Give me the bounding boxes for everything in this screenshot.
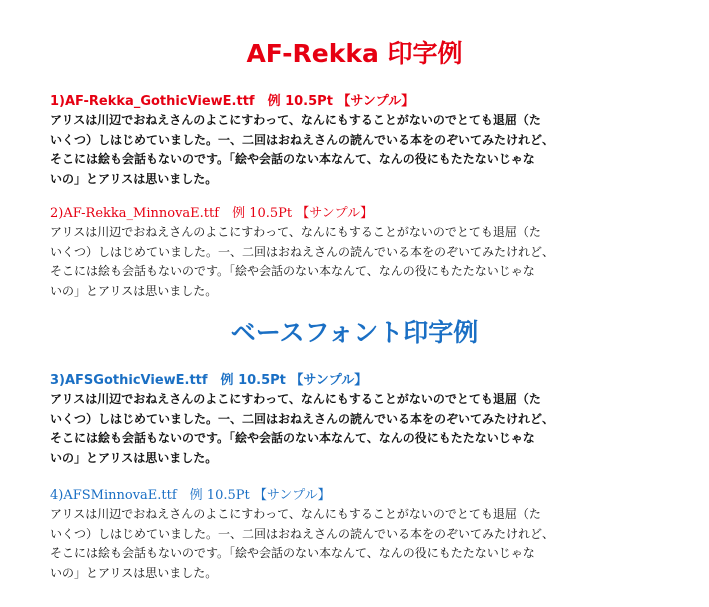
sample-title-2: 2)AF-Rekka_MinnovaE.ttf 例 10.5Pt 【サンプル】 [50, 206, 374, 221]
sample-line: そこには絵も会話もないのです。「絵や会話のない本なんて、なんの役にもたたないじゃな [50, 264, 535, 278]
sample-body-1 [50, 111, 690, 189]
sample-title-3: 3)AFSGothicViewE.ttf 例 10.5Pt 【サンプル】 [50, 373, 368, 388]
sample-line: いの」とアリスは思いました。 [50, 171, 218, 186]
sample-title-1: 1)AF-Rekka_GothicViewE.ttf 例 10.5Pt 【サンプル】 [50, 94, 415, 109]
sample-block-3 [50, 372, 690, 468]
sample-line: いの」とアリスは思いました。 [50, 450, 218, 465]
rekka-section-heading: AF-Rekka 印字例 [246, 39, 463, 68]
sample-line: いの」とアリスは思いました。 [50, 283, 218, 298]
sample-title-4: 4)AFSMinnovaE.ttf 例 10.5Pt 【サンプル】 [50, 488, 331, 503]
sample-line: いくつ）しはじめていました。一、二回はおねえさんの読んでいる本をのぞいてみたけれど、 [50, 526, 555, 541]
sample-line: アリスは川辺でおねえさんのよこにすわって、なんにもすることがないのでとても退屈（た [50, 113, 541, 127]
sample-line: いくつ）しはじめていました。一、二回はおねえさんの読んでいる本をのぞいてみたけれど、 [50, 244, 555, 259]
sample-line: いくつ）しはじめていました。一、二回はおねえさんの読んでいる本をのぞいてみたけれど、 [50, 411, 555, 426]
sample-line: そこには絵も会話もないのです。「絵や会話のない本なんて、なんの役にもたたないじゃな [50, 152, 535, 166]
sample-line: アリスは川辺でおねえさんのよこにすわって、なんにもすることがないのでとても退屈（た [50, 507, 541, 521]
sample-block-4 [50, 487, 690, 583]
sample-line: いくつ）しはじめていました。一、二回はおねえさんの読んでいる本をのぞいてみたけれど、 [50, 132, 555, 147]
sample-body-4 [50, 505, 690, 583]
sample-line: そこには絵も会話もないのです。「絵や会話のない本なんて、なんの役にもたたないじゃな [50, 431, 535, 445]
sample-line: アリスは川辺でおねえさんのよこにすわって、なんにもすることがないのでとても退屈（た [50, 392, 541, 406]
sample-line: いの」とアリスは思いました。 [50, 565, 218, 580]
sample-body-3 [50, 390, 690, 468]
sample-block-2 [50, 205, 690, 301]
sample-body-2 [50, 223, 690, 301]
sample-line: そこには絵も会話もないのです。「絵や会話のない本なんて、なんの役にもたたないじゃな [50, 546, 535, 560]
sample-line: アリスは川辺でおねえさんのよこにすわって、なんにもすることがないのでとても退屈（た [50, 225, 541, 239]
base-font-section-heading: ベースフォント印字例 [230, 318, 479, 347]
sample-block-1 [50, 93, 690, 189]
